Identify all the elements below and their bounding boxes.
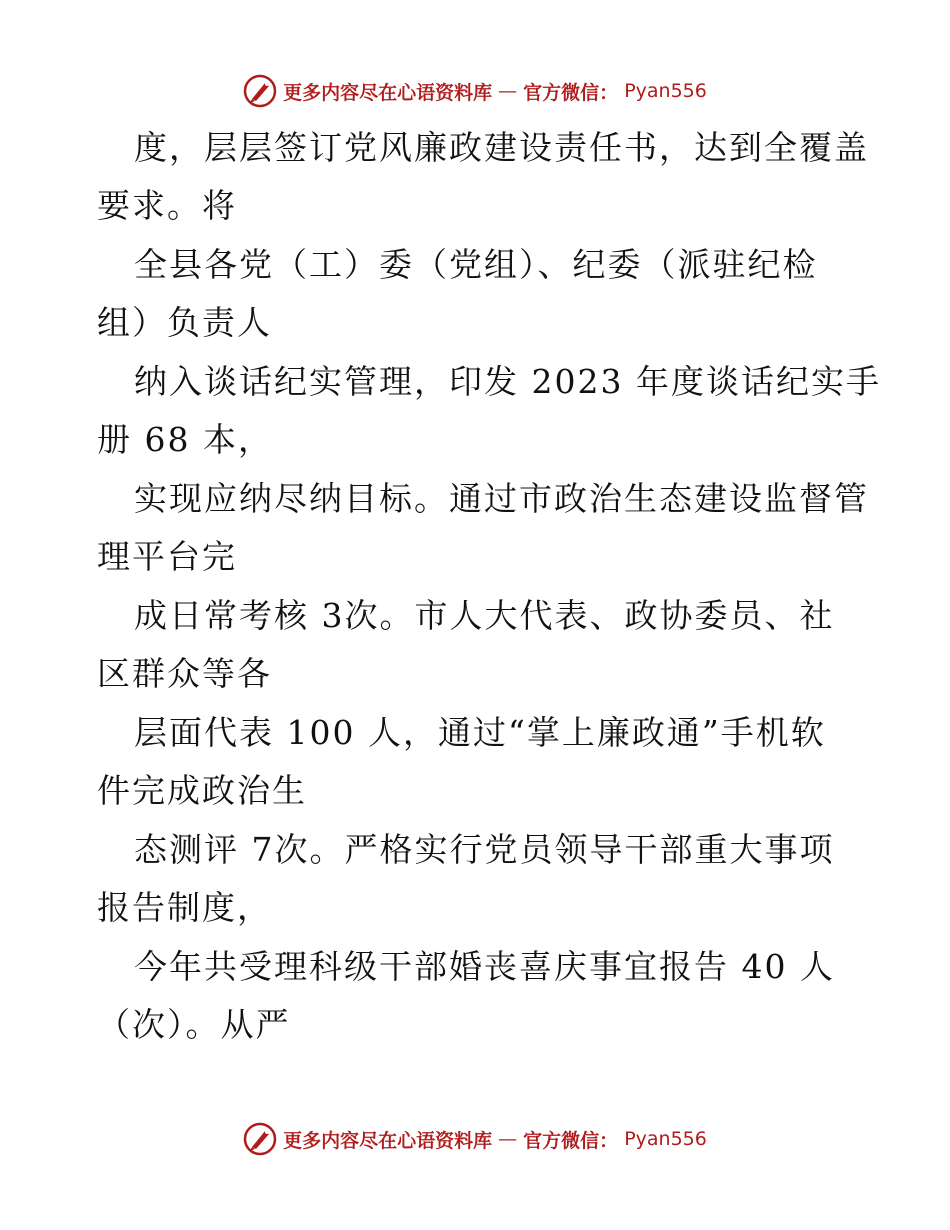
text-line: 要求。将: [97, 186, 237, 225]
pen-logo-icon: [243, 1122, 277, 1156]
text-line: 今年共受理科级干部婚丧喜庆事宜报告 40 人: [134, 947, 835, 986]
text-line: 册 68 本，: [97, 420, 273, 459]
text-line: 报告制度，: [97, 888, 272, 927]
watermark-wechat-id: Pyan556: [624, 1128, 707, 1150]
text-line: 度，层层签订党风廉政建设责任书，达到全覆盖: [134, 128, 869, 167]
watermark-wechat-id: Pyan556: [624, 80, 707, 102]
text-line: 理平台完: [97, 537, 237, 576]
text-line: 区群众等各: [97, 654, 272, 693]
watermark-separator: —: [498, 1128, 518, 1150]
text-line: 件完成政治生: [97, 771, 307, 810]
pen-logo-icon: [243, 74, 277, 108]
text-line: 层面代表 100 人，通过“掌上廉政通”手机软: [134, 713, 826, 752]
text-line: 成日常考核 3次。市人大代表、政协委员、社: [134, 596, 835, 635]
header-watermark: [0, 71, 950, 111]
watermark-wechat-label: 官方微信：: [523, 81, 619, 104]
watermark-site-text: 更多内容尽在心语资料库: [283, 1129, 493, 1152]
text-line: 实现应纳尽纳目标。通过市政治生态建设监督管: [134, 479, 869, 518]
text-line: （次）。从严: [97, 1005, 291, 1044]
watermark-site-text: 更多内容尽在心语资料库: [283, 81, 493, 104]
text-line: 态测评 7次。严格实行党员领导干部重大事项: [134, 830, 835, 869]
text-line: 组）负责人: [97, 303, 272, 342]
text-line: 纳入谈话纪实管理，印发 2023 年度谈话纪实手: [134, 362, 881, 401]
footer-watermark: [0, 1119, 950, 1159]
watermark-wechat-label: 官方微信：: [523, 1129, 619, 1152]
watermark-separator: —: [498, 80, 518, 102]
text-line: 全县各党（工）委（党组）、纪委（派驻纪检: [134, 245, 818, 284]
